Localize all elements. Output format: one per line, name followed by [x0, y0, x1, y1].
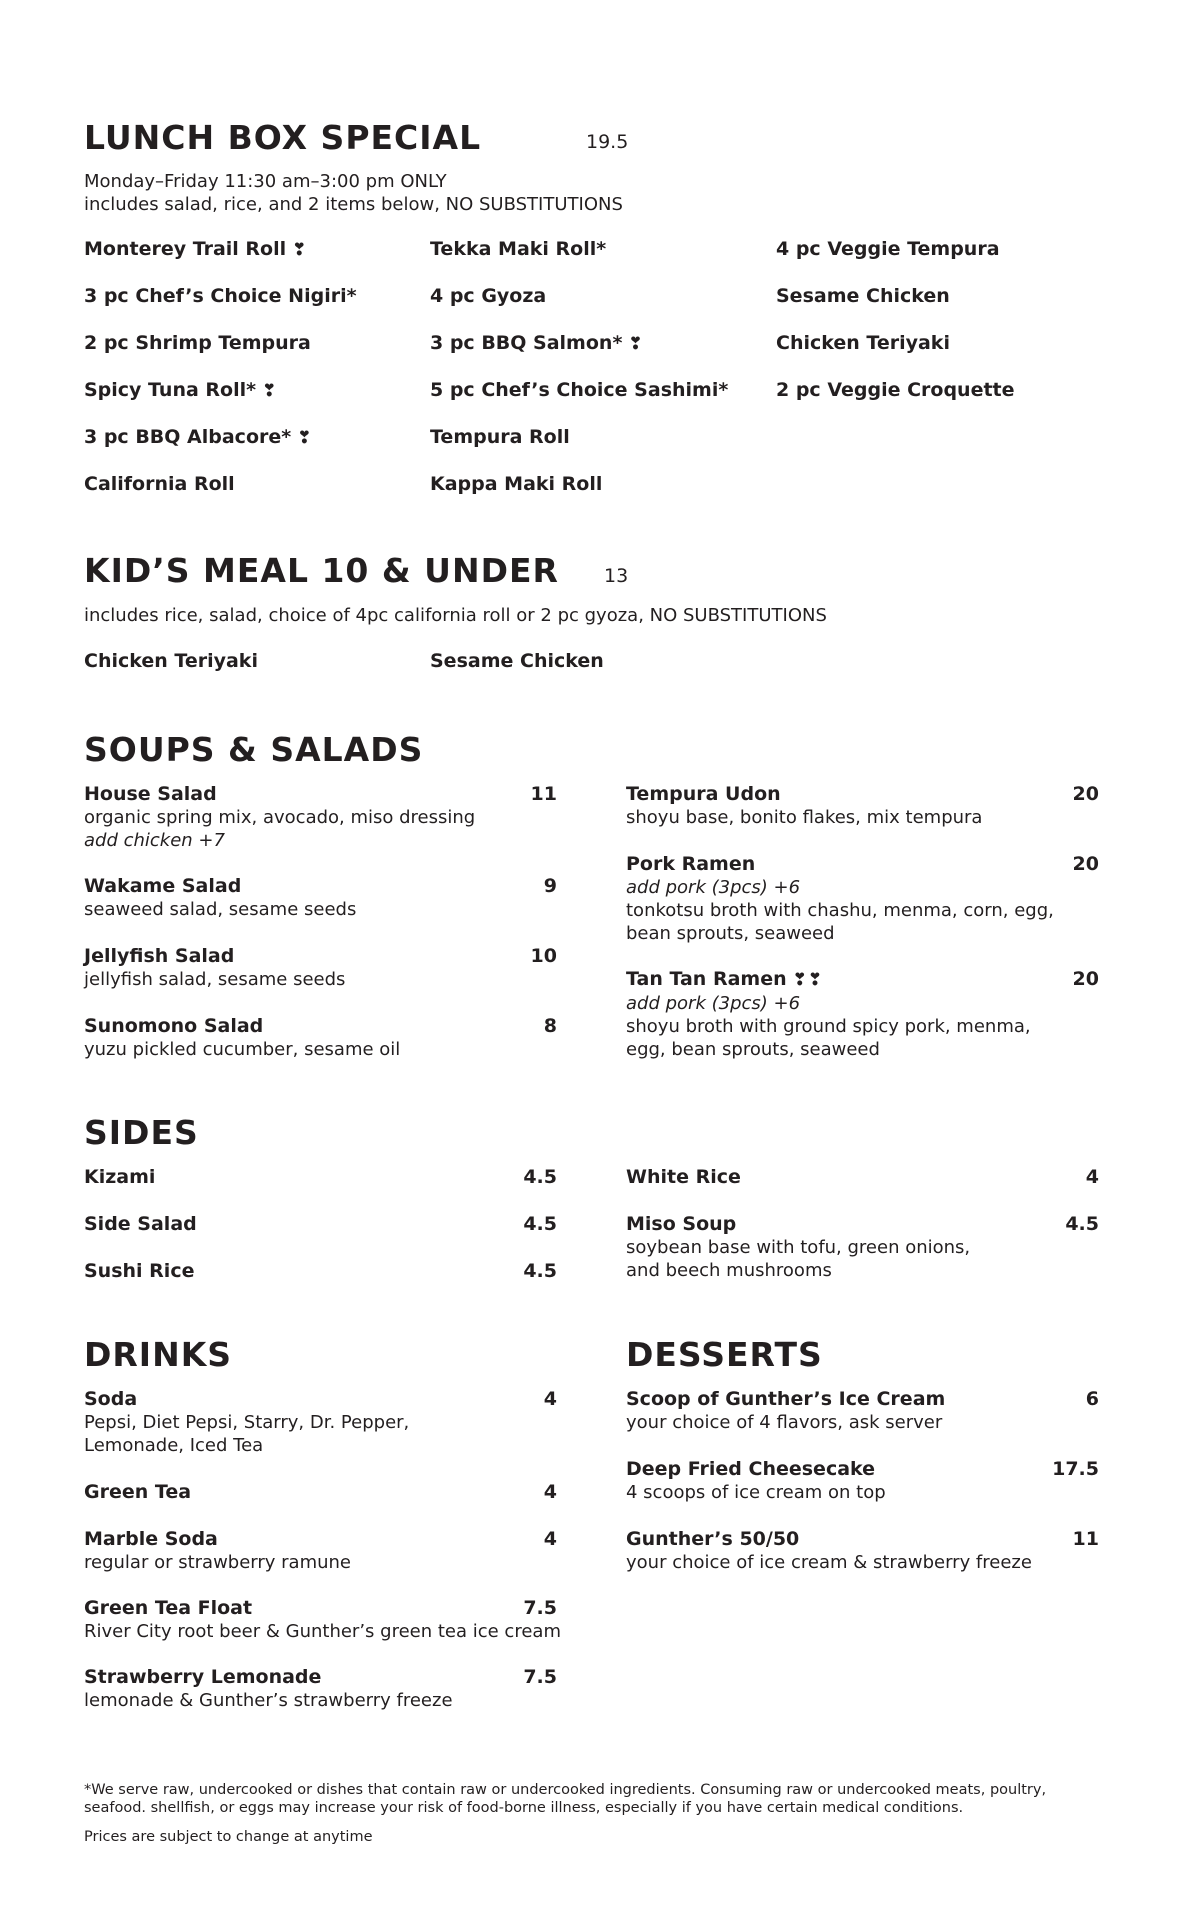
lunch-item: 5 pc Chef’s Choice Sashimi*	[430, 379, 729, 401]
entry-name: Pork Ramen	[626, 853, 756, 875]
lunch-item: 2 pc Veggie Croquette	[776, 379, 1015, 401]
entry-desc: jellyfish salad, sesame seeds	[84, 969, 346, 990]
entry-desc: lemonade & Gunther’s strawberry freeze	[84, 1690, 453, 1711]
entry-name: Green Tea	[84, 1481, 192, 1503]
entry-desc: shoyu broth with ground spicy pork, menma,	[626, 1016, 1031, 1037]
menu-entry	[84, 1260, 557, 1283]
menu-entry	[84, 1213, 557, 1236]
menu-entry	[626, 1458, 1099, 1504]
entry-price: 20	[1072, 783, 1099, 805]
spicy-icon: ❣	[807, 970, 823, 990]
entry-desc: your choice of ice cream & strawberry freeze	[626, 1552, 1032, 1573]
kids-item: Chicken Teriyaki	[84, 650, 258, 672]
disclaimer-line: seafood. shellfish, or eggs may increase your risk of food-borne illness, especially if you have certain medical conditions.	[84, 1800, 964, 1816]
entry-name: Miso Soup	[626, 1213, 737, 1235]
lunch-item: Monterey Trail Roll ❣	[84, 238, 307, 260]
menu-entry	[626, 1528, 1099, 1574]
entry-desc: yuzu pickled cucumber, sesame oil	[84, 1039, 401, 1060]
disclaimer-line: *We serve raw, undercooked or dishes that contain raw or undercooked ingredients. Consuming raw or undercooked meats, poultry,	[84, 1782, 1047, 1798]
lunch-item: Tekka Maki Roll*	[430, 238, 607, 260]
entry-desc: 4 scoops of ice cream on top	[626, 1482, 886, 1503]
spicy-icon: ❣	[292, 240, 307, 260]
menu-entry	[84, 875, 557, 921]
lunch-title: LUNCH BOX SPECIAL	[84, 118, 482, 157]
entry-desc: River City root beer & Gunther’s green tea ice cream	[84, 1621, 561, 1642]
entry-price: 6	[1085, 1388, 1099, 1410]
entry-desc: your choice of 4 flavors, ask server	[626, 1412, 943, 1433]
menu-entry	[626, 783, 1099, 829]
entry-name: Jellyfish Salad	[84, 945, 235, 967]
entry-price: 8	[543, 1015, 557, 1037]
entry-desc: Pepsi, Diet Pepsi, Starry, Dr. Pepper,	[84, 1412, 410, 1433]
entry-price: 4.5	[523, 1260, 557, 1282]
menu-entry	[84, 1528, 557, 1574]
entry-price: 11	[530, 783, 557, 805]
lunch-item: 2 pc Shrimp Tempura	[84, 332, 311, 354]
entry-name: Sushi Rice	[84, 1260, 195, 1282]
kids-title: KID’S MEAL 10 & UNDER	[84, 551, 559, 590]
entry-desc: tonkotsu broth with chashu, menma, corn, egg,	[626, 900, 1054, 921]
entry-price: 7.5	[523, 1666, 557, 1688]
entry-desc: Lemonade, Iced Tea	[84, 1435, 264, 1456]
entry-name: Soda	[84, 1388, 138, 1410]
entry-name: Strawberry Lemonade	[84, 1666, 322, 1688]
soups-title: SOUPS & SALADS	[84, 730, 424, 769]
entry-name: Tempura Udon	[626, 783, 781, 805]
entry-price: 4	[1085, 1166, 1099, 1188]
spicy-icon: ❣	[792, 970, 807, 990]
lunch-item: Tempura Roll	[430, 426, 570, 448]
entry-price: 4.5	[523, 1213, 557, 1235]
entry-price: 7.5	[523, 1597, 557, 1619]
entry-name: Gunther’s 50/50	[626, 1528, 800, 1550]
entry-desc: regular or strawberry ramune	[84, 1552, 352, 1573]
menu-entry	[84, 1166, 557, 1189]
entry-name: White Rice	[626, 1166, 741, 1188]
lunch-item: 4 pc Veggie Tempura	[776, 238, 1000, 260]
entry-name: Green Tea Float	[84, 1597, 253, 1619]
menu-entry	[626, 853, 1099, 945]
entry-desc: egg, bean sprouts, seaweed	[626, 1039, 880, 1060]
menu-entry	[626, 1388, 1099, 1434]
entry-price: 4	[543, 1481, 557, 1503]
entry-desc: shoyu base, bonito flakes, mix tempura	[626, 807, 983, 828]
kids-includes: includes rice, salad, choice of 4pc california roll or 2 pc gyoza, NO SUBSTITUTIONS	[84, 605, 827, 626]
lunch-item: Kappa Maki Roll	[430, 473, 603, 495]
entry-price: 4.5	[1065, 1213, 1099, 1235]
lunch-hours: Monday–Friday 11:30 am–3:00 pm ONLY	[84, 171, 447, 192]
entry-name: Tan Tan Ramen ❣❣	[626, 968, 823, 990]
entry-name: House Salad	[84, 783, 217, 805]
entry-price: 4	[543, 1388, 557, 1410]
entry-addon: add chicken +7	[84, 830, 225, 851]
entry-price: 4.5	[523, 1166, 557, 1188]
entry-desc: bean sprouts, seaweed	[626, 923, 835, 944]
spicy-icon: ❣	[297, 428, 312, 448]
entry-price: 9	[543, 875, 557, 897]
entry-desc: and beech mushrooms	[626, 1260, 832, 1281]
menu-entry	[84, 1666, 557, 1712]
sides-title: SIDES	[84, 1113, 199, 1152]
menu-entry	[84, 1481, 557, 1504]
entry-desc: organic spring mix, avocado, miso dressing	[84, 807, 476, 828]
price-note: Prices are subject to change at anytime	[84, 1829, 373, 1845]
lunch-includes: includes salad, rice, and 2 items below, NO SUBSTITUTIONS	[84, 194, 623, 215]
entry-price: 4	[543, 1528, 557, 1550]
entry-price: 20	[1072, 968, 1099, 990]
spicy-icon: ❣	[262, 381, 277, 401]
menu-entry	[84, 1015, 557, 1061]
menu-entry	[84, 783, 557, 852]
menu-entry	[84, 945, 557, 991]
entry-name: Sunomono Salad	[84, 1015, 264, 1037]
entry-addon: add pork (3pcs) +6	[626, 993, 801, 1014]
entry-name: Marble Soda	[84, 1528, 218, 1550]
entry-name: Scoop of Gunther’s Ice Cream	[626, 1388, 946, 1410]
lunch-item: Chicken Teriyaki	[776, 332, 950, 354]
entry-price: 20	[1072, 853, 1099, 875]
lunch-item: 3 pc BBQ Salmon* ❣	[430, 332, 643, 354]
kids-item: Sesame Chicken	[430, 650, 604, 672]
lunch-item: Sesame Chicken	[776, 285, 950, 307]
entry-name: Wakame Salad	[84, 875, 242, 897]
disclaimer	[84, 1781, 1104, 1817]
entry-desc: soybean base with tofu, green onions,	[626, 1237, 971, 1258]
lunch-item: Spicy Tuna Roll* ❣	[84, 379, 277, 401]
menu-entry	[626, 968, 1099, 1061]
menu-entry	[84, 1597, 561, 1643]
lunch-item: 3 pc Chef’s Choice Nigiri*	[84, 285, 357, 307]
lunch-price: 19.5	[586, 131, 629, 153]
lunch-item: 3 pc BBQ Albacore* ❣	[84, 426, 312, 448]
entry-price: 17.5	[1052, 1458, 1099, 1480]
desserts-title: DESSERTS	[626, 1335, 823, 1374]
entry-price: 11	[1072, 1528, 1099, 1550]
lunch-item: 4 pc Gyoza	[430, 285, 547, 307]
entry-price: 10	[530, 945, 557, 967]
entry-name: Side Salad	[84, 1213, 197, 1235]
entry-name: Kizami	[84, 1166, 156, 1188]
menu-entry	[84, 1388, 557, 1457]
drinks-title: DRINKS	[84, 1335, 233, 1374]
entry-name: Deep Fried Cheesecake	[626, 1458, 876, 1480]
spicy-icon: ❣	[628, 334, 643, 354]
menu-entry	[626, 1166, 1099, 1189]
menu-entry	[626, 1213, 1099, 1282]
entry-desc: seaweed salad, sesame seeds	[84, 899, 357, 920]
entry-addon: add pork (3pcs) +6	[626, 877, 801, 898]
kids-price: 13	[604, 565, 629, 587]
lunch-item: California Roll	[84, 473, 235, 495]
